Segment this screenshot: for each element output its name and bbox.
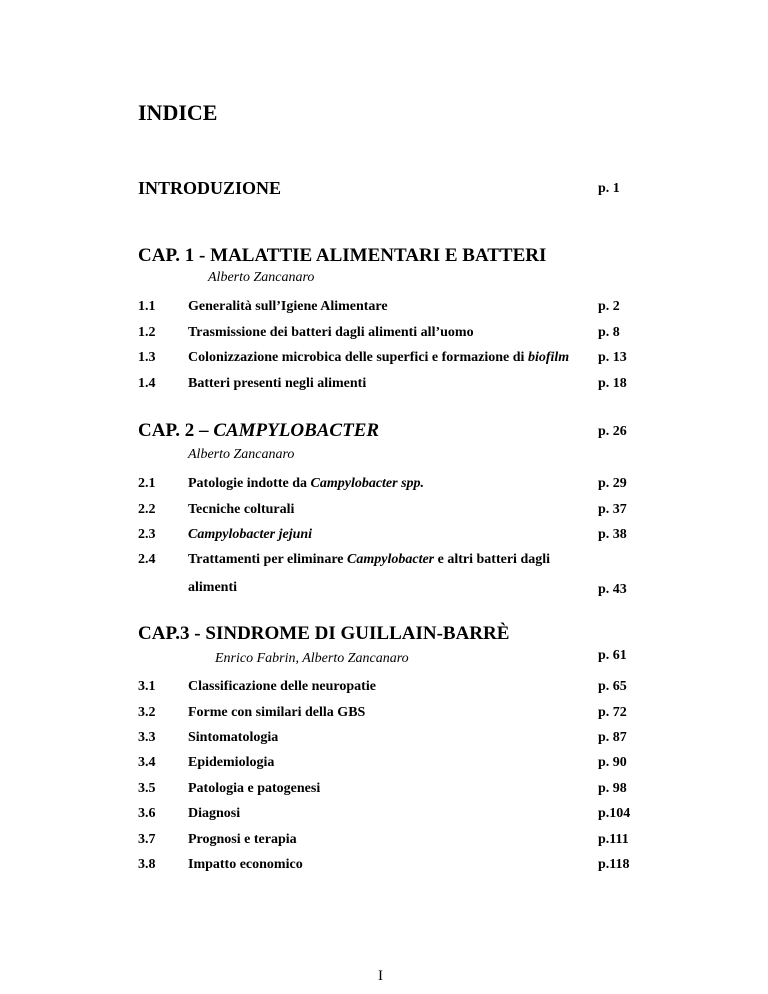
entry-number: 2.3 (138, 527, 156, 542)
entry-number: 3.8 (138, 857, 156, 872)
entry-title: Tecniche colturali (188, 502, 295, 517)
entry-number: 1.3 (138, 350, 156, 365)
entry-number: 3.7 (138, 832, 156, 847)
entry-title-continued: alimenti (188, 580, 237, 595)
entry-title: Forme con similari della GBS (188, 705, 366, 720)
chapter-2-page: p. 26 (598, 424, 627, 439)
entry-title: Sintomatologia (188, 730, 279, 745)
chapter-2-title-text: CAP. 2 – (138, 420, 214, 441)
entry-page: p. 38 (598, 527, 627, 542)
entry-title: Batteri presenti negli alimenti (188, 376, 367, 391)
entry-title-text: Trattamenti per eliminare (188, 552, 348, 567)
entry-page: p.118 (598, 857, 630, 872)
chapter-2-author: Alberto Zancanaro (188, 447, 295, 462)
chapter-3-title: CAP.3 - SINDROME DI GUILLAIN-BARRÈ (138, 623, 510, 644)
entry-number: 3.1 (138, 679, 156, 694)
entry-number: 3.6 (138, 806, 156, 821)
entry-page: p. 43 (598, 582, 627, 597)
chapter-3-author: Enrico Fabrin, Alberto Zancanaro (215, 651, 409, 666)
entry-page: p. 8 (598, 325, 620, 340)
entry-number: 1.2 (138, 325, 156, 340)
chapter-2-title-italic: CAMPYLOBACTER (213, 420, 380, 441)
entry-number: 2.2 (138, 502, 156, 517)
entry-page: p. 18 (598, 376, 627, 391)
entry-title: Classificazione delle neuropatie (188, 679, 376, 694)
intro-title: INTRODUZIONE (138, 178, 282, 198)
page-number: I (378, 968, 383, 984)
entry-title: Trasmissione dei batteri dagli alimenti all’uomo (188, 325, 474, 340)
chapter-1-author: Alberto Zancanaro (208, 270, 315, 285)
entry-number: 3.2 (138, 705, 156, 720)
entry-title-text: Patologie indotte da (188, 476, 311, 491)
chapter-2-title (138, 420, 379, 442)
entry-title (188, 527, 312, 543)
entry-title: Patologia e patogenesi (188, 781, 321, 796)
chapter-1-title: CAP. 1 - MALATTIE ALIMENTARI E BATTERI (138, 245, 547, 266)
entry-page: p. 2 (598, 299, 620, 314)
entry-number: 1.1 (138, 299, 156, 314)
entry-title-italic: Campylobacter spp. (310, 476, 425, 491)
entry-number: 2.1 (138, 476, 156, 491)
entry-page: p. 98 (598, 781, 627, 796)
entry-number: 1.4 (138, 376, 156, 391)
chapter-3-page: p. 61 (598, 648, 627, 663)
entry-title-italic: Campylobacter jejuni (188, 527, 313, 542)
entry-page: p. 37 (598, 502, 627, 517)
entry-title-italic: biofilm (527, 350, 570, 365)
entry-number: 2.4 (138, 552, 156, 567)
entry-page: p. 65 (598, 679, 627, 694)
entry-title (188, 350, 569, 366)
intro-page: p. 1 (598, 181, 620, 196)
entry-page: p. 29 (598, 476, 627, 491)
entry-title (188, 476, 424, 492)
entry-number: 3.5 (138, 781, 156, 796)
entry-title-text: e altri batteri dagli (434, 552, 551, 567)
entry-page: p. 13 (598, 350, 627, 365)
entry-number: 3.3 (138, 730, 156, 745)
entry-page: p. 90 (598, 755, 627, 770)
entry-title-italic: Campylobacter (347, 552, 435, 567)
entry-title: Impatto economico (188, 857, 303, 872)
entry-title (188, 552, 550, 568)
entry-page: p. 87 (598, 730, 627, 745)
entry-title-text: Colonizzazione microbica delle superfici e formazione di (188, 350, 528, 365)
entry-page: p.104 (598, 806, 631, 821)
page-title: INDICE (138, 100, 218, 125)
entry-number: 3.4 (138, 755, 156, 770)
entry-title: Generalità sull’Igiene Alimentare (188, 299, 388, 314)
entry-page: p.111 (598, 832, 629, 847)
entry-title: Prognosi e terapia (188, 832, 297, 847)
entry-page: p. 72 (598, 705, 627, 720)
entry-title: Epidemiologia (188, 755, 275, 770)
entry-title: Diagnosi (188, 806, 241, 821)
